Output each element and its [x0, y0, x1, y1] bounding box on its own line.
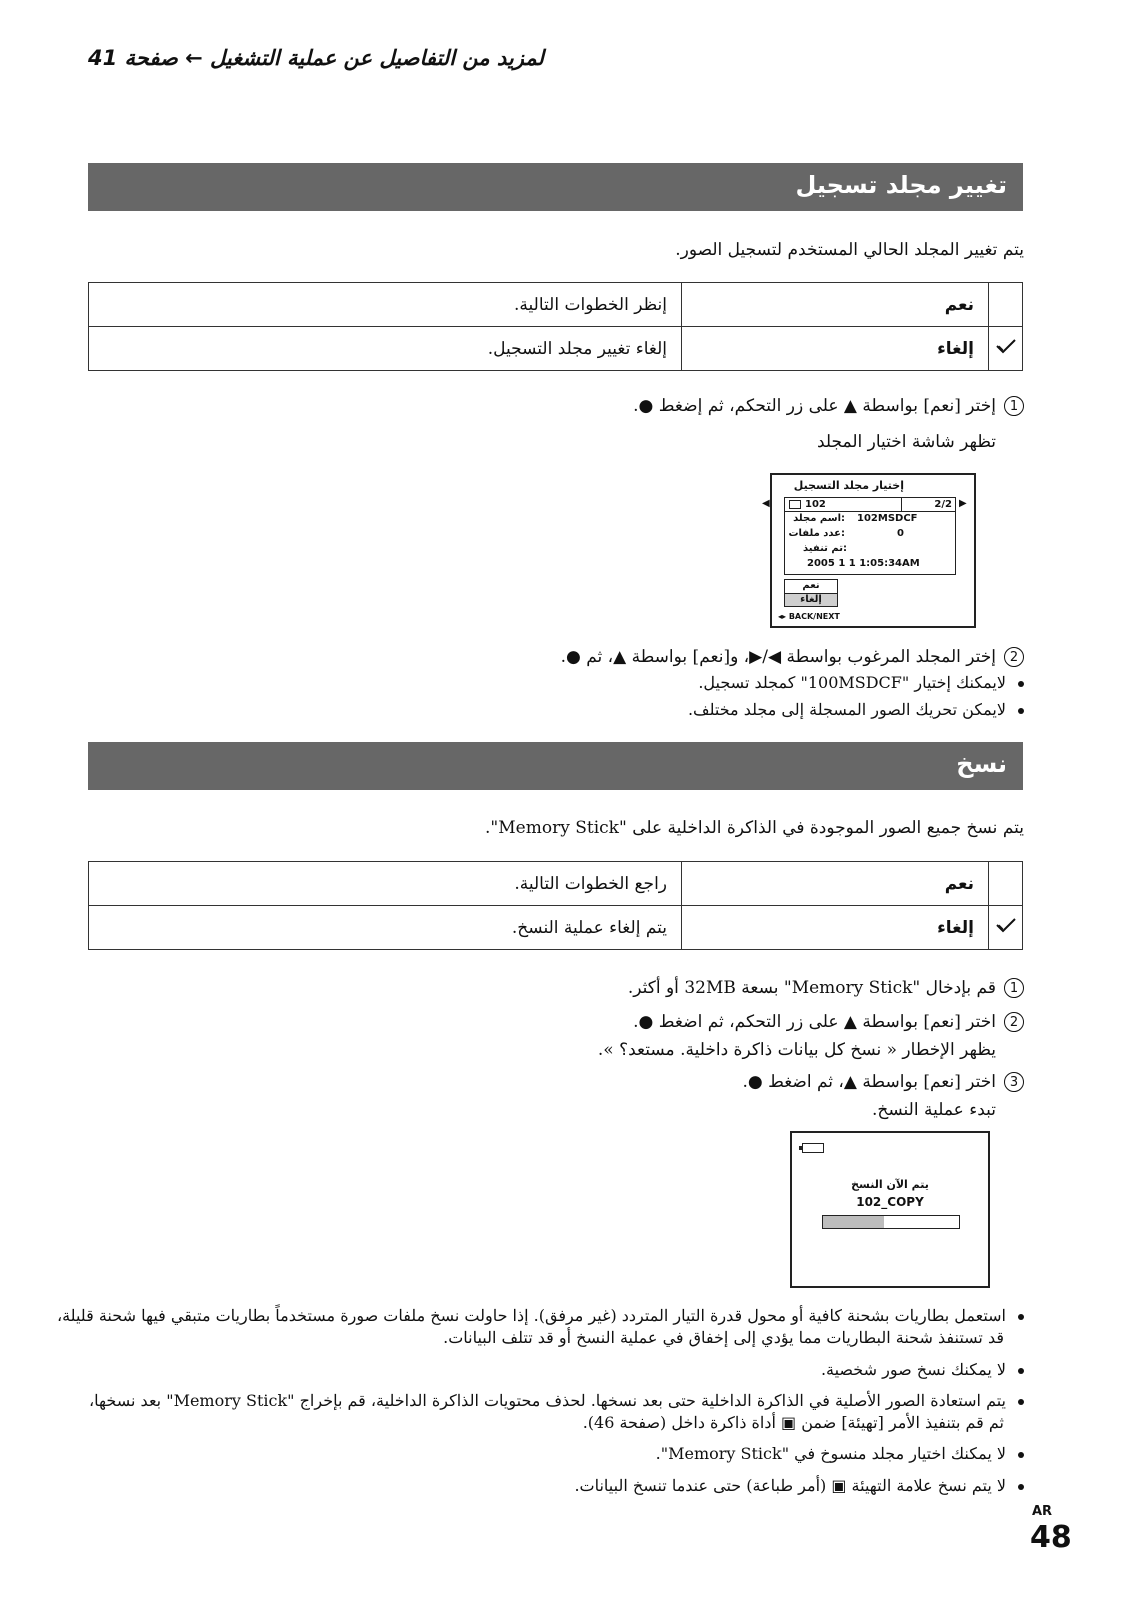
right-arrow-icon: ▶	[959, 498, 967, 509]
created-label: تم تنفيذ:	[803, 543, 847, 554]
section-header-change-folder	[88, 163, 1023, 211]
step-text: اختر [نعم] بواسطة ▲ على زر التحكم، ثم اضغط ●.	[633, 1012, 996, 1032]
step-text: إختر [نعم] بواسطة ▲ على زر التحكم، ثم إضغط ●.	[633, 396, 996, 416]
check-cell	[989, 327, 1023, 371]
progress-bar	[822, 1215, 960, 1229]
left-arrow-icon: ◀	[762, 498, 770, 509]
checkmark-icon	[995, 916, 1017, 934]
copy-status: يتم الآن النسخ	[851, 1178, 929, 1191]
folder-number: 102	[805, 499, 826, 510]
name-value: 102MSDCF	[857, 513, 918, 524]
section-title: تغيير مجلد تسجيل	[795, 171, 1007, 199]
options-table	[88, 861, 1023, 950]
note-item: استعمل بطاريات بشحنة كافية أو محول قدرة التيار المتردد (غير مرفق). إذا حاولت نسخ ملفات صورة مستخدماً بطاريات متبقي فيها شحنة قليلة،	[57, 1306, 1024, 1325]
battery-icon	[802, 1143, 824, 1153]
count-value: 0	[897, 528, 904, 539]
options-table	[88, 282, 1023, 371]
step-text: قم بإدخال "Memory Stick" بسعة 32MB أو أكثر.	[627, 978, 996, 998]
yes-button[interactable]: نعم	[802, 580, 820, 591]
table-row	[89, 862, 1023, 906]
checkmark-icon	[995, 337, 1017, 355]
step-1	[628, 978, 1024, 998]
section-intro: يتم تغيير المجلد الحالي المستخدم لتسجيل الصور.	[675, 240, 1024, 260]
check-cell	[989, 862, 1023, 906]
option-description: إنظر الخطوات التالية.	[89, 283, 682, 327]
screen-buttons	[784, 579, 838, 607]
note-item: لا يمكنك اختيار مجلد منسوخ في "Memory Stick".	[656, 1444, 1024, 1463]
note-item: لا يمكنك نسخ صور شخصية.	[821, 1360, 1024, 1379]
option-label: إلغاء	[682, 327, 989, 371]
bullet-item: لايمكنك إختيار "100MSDCF" كمجلد تسجيل.	[698, 673, 1024, 692]
check-cell	[989, 283, 1023, 327]
cross-reference: لمزيد من التفاصيل عن عملية التشغيل ← صفحة 41	[88, 46, 544, 70]
page-indicator: 2/2	[934, 499, 952, 510]
copy-progress-screen	[790, 1131, 990, 1288]
screen-title: إختيار مجلد التسجيل	[793, 479, 904, 492]
note-item: يتم استعادة الصور الأصلية في الذاكرة الداخلية حتى بعد نسخها. لحذف محتويات الذاكرة الداخلية، قم بإخراج "Memory Stick" بعد نسخها،	[89, 1391, 1024, 1410]
progress-fill	[823, 1216, 884, 1228]
folder-select-screen	[762, 473, 976, 628]
step-number-icon: 3	[1004, 1072, 1024, 1092]
step-2	[633, 1012, 1024, 1032]
copy-folder-name: 102_COPY	[856, 1195, 924, 1209]
step-2	[561, 647, 1024, 667]
option-description: إلغاء تغيير مجلد التسجيل.	[89, 327, 682, 371]
option-label: إلغاء	[682, 906, 989, 950]
page-number: 48	[1030, 1520, 1072, 1555]
table-row	[89, 327, 1023, 371]
step-note: يظهر الإخطار « نسخ كل بيانات ذاكرة داخلية. مستعد؟ ».	[597, 1040, 996, 1060]
step-number-icon: 1	[1004, 396, 1024, 416]
count-label: عدد ملفات:	[788, 528, 845, 539]
option-description: راجع الخطوات التالية.	[89, 862, 682, 906]
folder-info-panel	[784, 497, 956, 575]
created-value: 2005 1 1 1:05:34AM	[807, 558, 920, 569]
note-item: لا يتم نسخ علامة التهيئة ▣ (أمر طباعة) حتى عندما تنسخ البيانات.	[574, 1476, 1024, 1495]
step-number-icon: 1	[1004, 978, 1024, 998]
note-continuation: قد تستنفذ شحنة البطاريات مما يؤدي إلى إخفاق في عملية النسخ أو قد تتلف البيانات.	[443, 1328, 1004, 1347]
bullet-item: لايمكن تحريك الصور المسجلة إلى مجلد مختلف.	[688, 700, 1024, 719]
folder-icon	[789, 500, 801, 509]
step-text: اختر [نعم] بواسطة ▲، ثم اضغط ●.	[742, 1072, 996, 1092]
check-cell	[989, 906, 1023, 950]
table-row	[89, 906, 1023, 950]
step-number-icon: 2	[1004, 1012, 1024, 1032]
section-intro: يتم نسخ جميع الصور الموجودة في الذاكرة الداخلية على "Memory Stick".	[485, 818, 1024, 838]
step-text: إختر المجلد المرغوب بواسطة ◀/▶، و[نعم] بواسطة ▲، ثم ●.	[560, 647, 996, 667]
section-title: نسخ	[956, 750, 1007, 778]
step-number-icon: 2	[1004, 647, 1024, 667]
note-continuation: ثم قم بتنفيذ الأمر [تهيئة] ضمن ▣ أداة ذاكرة داخل (صفحة 46).	[582, 1413, 1004, 1432]
step-note: تظهر شاشة اختيار المجلد	[816, 432, 996, 452]
option-label: نعم	[682, 862, 989, 906]
cancel-button[interactable]: إلغاء	[785, 593, 837, 606]
table-row	[89, 283, 1023, 327]
step-note: تبدء عملية النسخ.	[871, 1100, 996, 1120]
option-description: يتم إلغاء عملية النسخ.	[89, 906, 682, 950]
option-label: نعم	[682, 283, 989, 327]
language-code: AR	[1032, 1504, 1053, 1519]
nav-hint: ◂▸ BACK/NEXT	[778, 612, 840, 621]
name-label: اسم مجلد:	[793, 513, 845, 524]
step-1	[633, 396, 1024, 416]
section-header-copy	[88, 742, 1023, 790]
step-3	[742, 1072, 1024, 1092]
